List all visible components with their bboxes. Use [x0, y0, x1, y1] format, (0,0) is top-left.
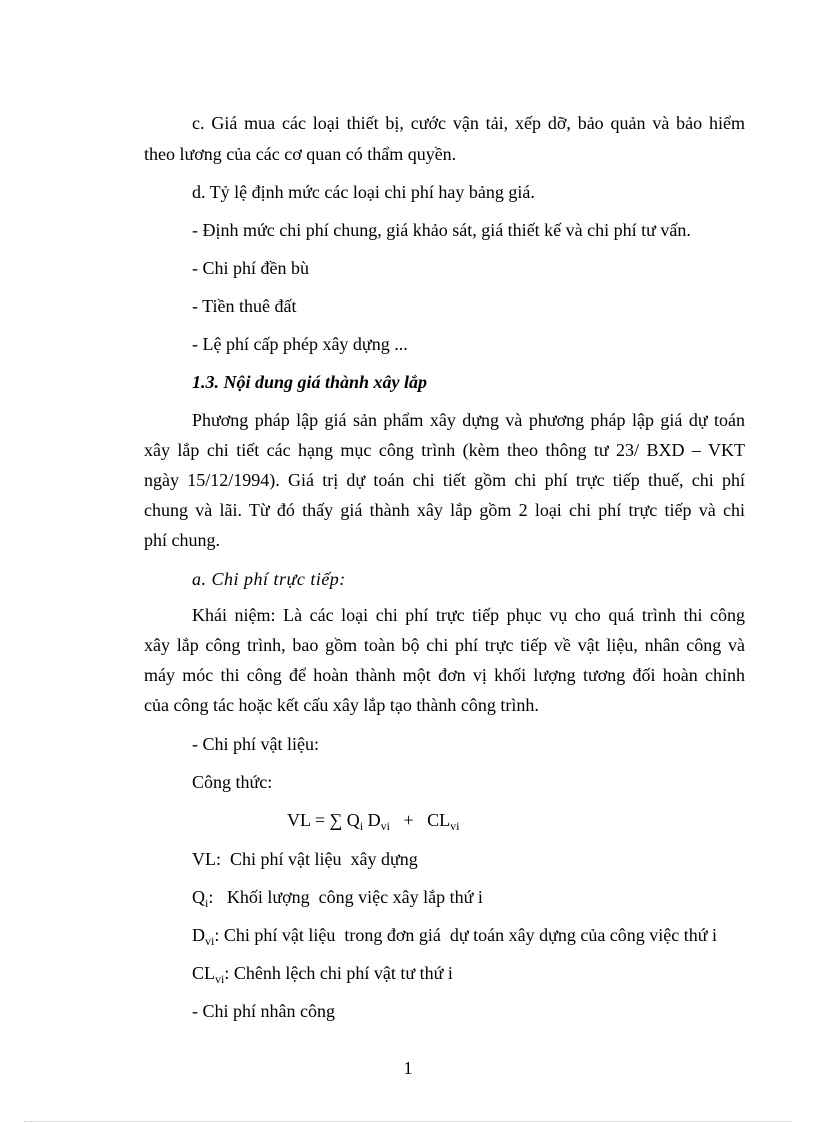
intro-paragraph-line: xây lắp chi tiết các hạng mục công trình (kèm theo thông tư 23/ BXD – VKT: [144, 440, 745, 460]
material-cost-label: - Chi phí vật liệu:: [192, 734, 319, 754]
section-heading: 1.3. Nội dung giá thành xây lắp: [192, 372, 428, 392]
concept-paragraph-line: xây lắp công trình, bao gồm toàn bộ chi phí trực tiếp về vật liệu, nhân công và: [144, 635, 745, 655]
bullet-item: - Lệ phí cấp phép xây dựng ...: [192, 334, 408, 354]
paragraph-d: d. Tỷ lệ định mức các loại chi phí hay bảng giá.: [192, 182, 535, 202]
page-number: 1: [403, 1058, 413, 1078]
definition-d: $D_{vi}$: Chi phí vật liệu trong đơn giá dự toán xây dựng của công việc thứ i: [192, 925, 718, 948]
definition-cl: $CL_{vi}$: Chênh lệch chi phí vật tư thứ i: [192, 963, 453, 986]
intro-paragraph-line: phí chung.: [144, 530, 220, 550]
subheading-direct-cost: a. Chi phí trực tiếp:: [192, 569, 346, 589]
page-break-divider: [24, 1121, 792, 1122]
concept-paragraph-line: Khái niệm: Là các loại chi phí trực tiếp phục vụ cho quá trình thi công: [192, 605, 745, 625]
definition-q: $Q_i$: Khối lượng công việc xây lắp thứ i: [192, 887, 483, 910]
bullet-item: - Định mức chi phí chung, giá khảo sát, giá thiết kế và chi phí tư vấn.: [192, 220, 691, 240]
intro-paragraph-line: ngày 15/12/1994). Giá trị dự toán chi tiết gồm chi phí trực tiếp thuế, chi phí: [144, 470, 745, 490]
bullet-item: - Chi phí đền bù: [192, 258, 309, 278]
intro-paragraph-line: Phương pháp lập giá sản phẩm xây dựng và phương pháp lập giá dự toán: [192, 410, 745, 430]
definition-vl: VL: Chi phí vật liệu xây dựng: [192, 849, 418, 869]
material-cost-formula: VL = ∑ $Q_i$ $D_{vi} + CL_{vi}$: [287, 810, 460, 833]
labor-cost-label: - Chi phí nhân công: [192, 1001, 335, 1021]
concept-paragraph-line: của công tác hoặc kết cấu xây lắp tạo thành công trình.: [144, 695, 539, 715]
paragraph-c-line-1: c. Giá mua các loại thiết bị, cước vận tải, xếp dỡ, bảo quản và bảo hiểm: [192, 113, 745, 133]
concept-paragraph-line: máy móc thi công để hoàn thành một đơn vị khối lượng tương đối hoàn chỉnh: [144, 665, 745, 685]
intro-paragraph-line: chung và lãi. Từ đó thấy giá thành xây lắp gồm 2 loại chi phí trực tiếp và chi: [144, 500, 745, 520]
bullet-item: - Tiền thuê đất: [192, 296, 297, 316]
formula-label: Công thức:: [192, 772, 273, 792]
paragraph-c-line-2: theo lương của các cơ quan có thẩm quyền.: [144, 144, 457, 164]
